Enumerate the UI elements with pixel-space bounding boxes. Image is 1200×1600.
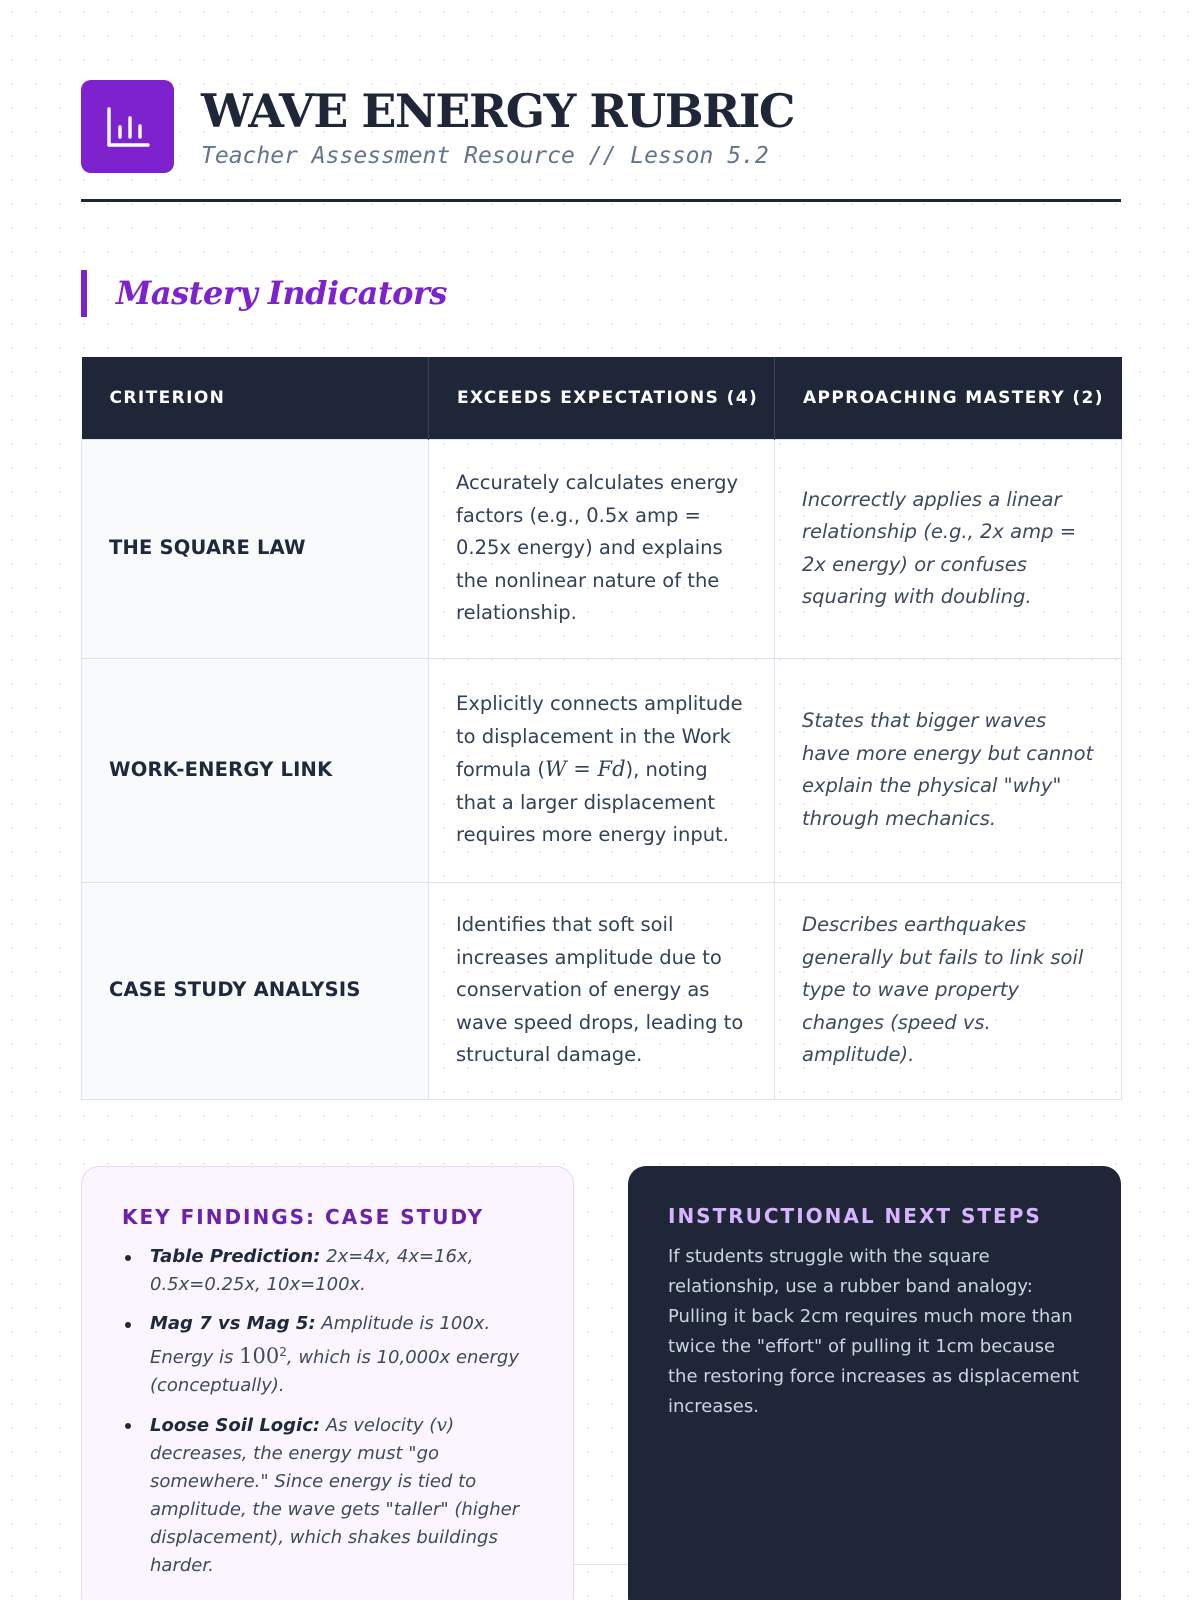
- section-heading-mastery: Mastery Indicators: [81, 270, 447, 317]
- bar-chart-icon: [81, 80, 174, 173]
- math-variable: v: [436, 1414, 448, 1436]
- list-item: [122, 1411, 535, 1580]
- exceeds-cell: Accurately calculates energy factors (e.g., 0.5x amp = 0.25x energy) and explains the nonlinear nature of the relationship.: [429, 439, 775, 658]
- work-formula: W = Fd: [545, 757, 626, 782]
- finding-text-before: Amplitude is 100x. Energy is: [150, 1313, 491, 1368]
- column-header-approaching: APPROACHING MASTERY (2): [775, 357, 1122, 439]
- finding-text-before: As velocity (: [320, 1415, 437, 1436]
- key-findings-card: [81, 1166, 574, 1600]
- next-steps-card: [628, 1166, 1121, 1600]
- findings-list: [122, 1243, 535, 1580]
- criterion-cell: WORK-ENERGY LINK: [82, 658, 429, 882]
- approaching-cell: States that bigger waves have more energy but cannot explain the physical "why" through mechanics.: [775, 658, 1122, 882]
- finding-text-after: , which is 10,000x energy (conceptually).: [150, 1347, 519, 1396]
- math-exponent: 2: [279, 1345, 287, 1359]
- page: [81, 0, 1121, 1600]
- approaching-cell: Incorrectly applies a linear relationship (e.g., 2x amp = 2x energy) or confuses squaring with doubling.: [775, 439, 1122, 658]
- approaching-cell: Describes earthquakes generally but fails to link soil type to wave property changes (speed vs. amplitude).: [775, 882, 1122, 1099]
- list-item: [122, 1243, 535, 1299]
- column-header-criterion: CRITERION: [82, 357, 429, 439]
- column-header-exceeds: EXCEEDS EXPECTATIONS (4): [429, 357, 775, 439]
- exceeds-cell: [429, 658, 775, 882]
- math-base: 100: [239, 1344, 280, 1368]
- finding-text-after: ) decreases, the energy must "go somewhere." Since energy is tied to amplitude, the wave gets "taller" (higher displacement), which shakes buildings harder.: [150, 1415, 520, 1576]
- finding-label: Loose Soil Logic:: [150, 1415, 321, 1436]
- exceeds-text-before: Explicitly connects amplitude to displacement in the Work formula (: [456, 692, 743, 782]
- exceeds-cell: Identifies that soft soil increases amplitude due to conservation of energy as wave speed drops, leading to structural damage.: [429, 882, 775, 1099]
- list-item: [122, 1310, 535, 1400]
- next-steps-text: If students struggle with the square relationship, use a rubber band analogy: Pulling it back 2cm requires much more than twice the "effort" of pulling it 1cm because the restoring force increases as displacement increases.: [668, 1246, 1080, 1417]
- exceeds-text-after: ), noting that a larger displacement requires more energy input.: [456, 758, 729, 847]
- table-row: [82, 439, 1122, 658]
- page-subtitle: Teacher Assessment Resource // Lesson 5.2: [201, 143, 769, 169]
- key-findings-heading: KEY FINDINGS: CASE STUDY: [122, 1205, 485, 1229]
- rubric-header-row: [82, 357, 1122, 439]
- criterion-cell: THE SQUARE LAW: [82, 439, 429, 658]
- finding-text: 2x=4x, 4x=16x, 0.5x=0.25x, 10x=100x.: [150, 1246, 474, 1295]
- next-steps-heading: INSTRUCTIONAL NEXT STEPS: [668, 1204, 1042, 1228]
- table-row: [82, 658, 1122, 882]
- finding-label: Table Prediction:: [150, 1246, 321, 1267]
- page-header: [81, 80, 1121, 202]
- criterion-cell: CASE STUDY ANALYSIS: [82, 882, 429, 1099]
- rubric-table: [81, 357, 1122, 1100]
- divider: [574, 1564, 629, 1565]
- table-row: [82, 882, 1122, 1099]
- page-title: WAVE ENERGY RUBRIC: [201, 84, 794, 138]
- finding-label: Mag 7 vs Mag 5:: [150, 1313, 316, 1334]
